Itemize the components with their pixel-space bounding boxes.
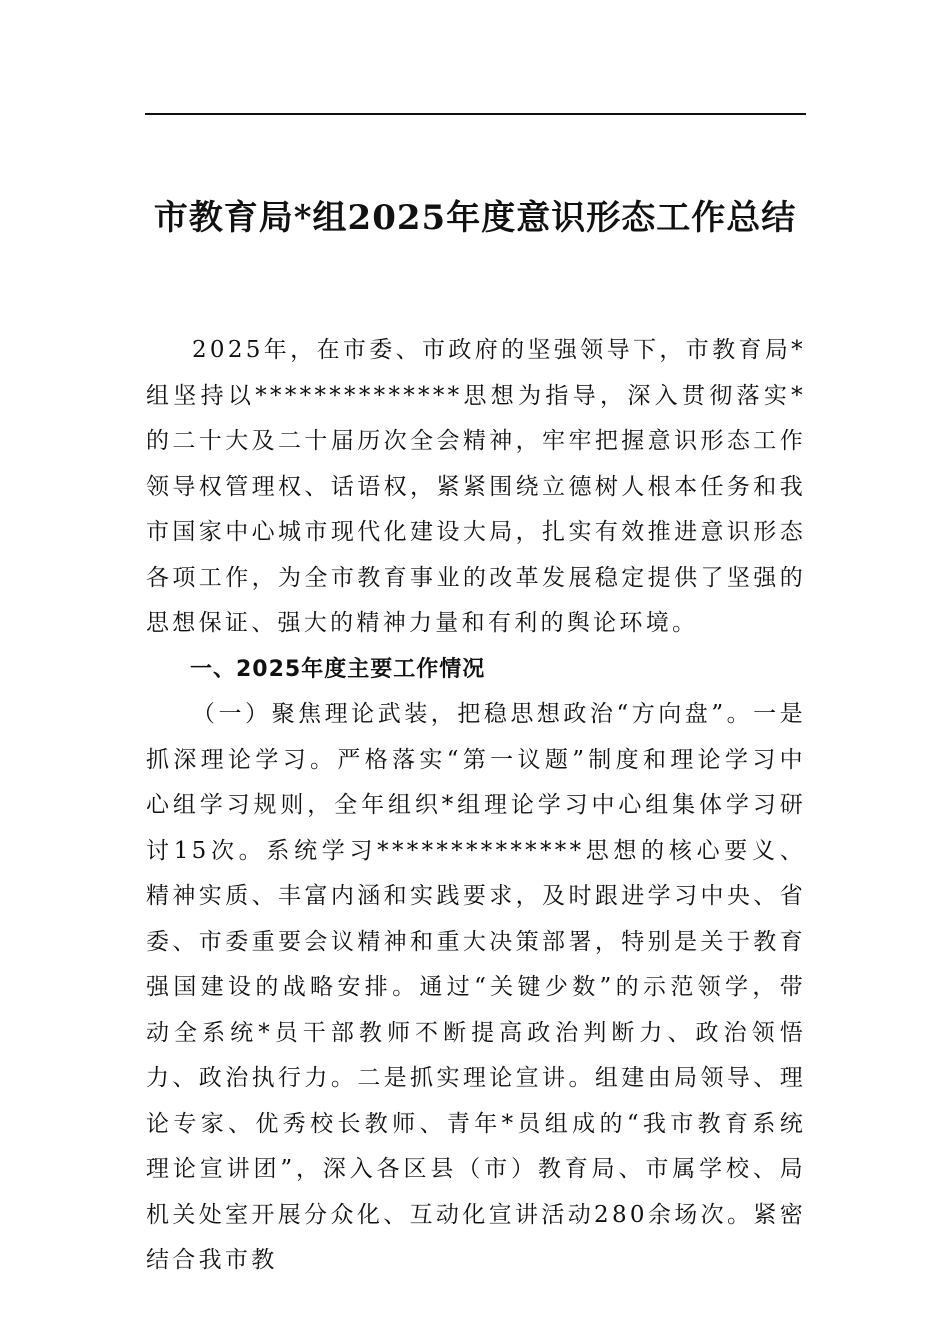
subsection-paragraph (146, 692, 806, 1284)
section-heading: 一、2025年度主要工作情况 (190, 656, 486, 682)
subsection-body: 一是抓深理论学习。严格落实“第一议题”制度和理论学习中心组学习规则，全年组织*组理论学习中心组集体学习研讨15次。系统学习**************思想的核心要义、精神实质、丰富内涵和实践要求，及时跟进学习中央、省委、市委重要会议精神和重大决策部署，特别是关于教育强国建设的战略安排。通过“关键少数”的示范领学，带动全系统*员干部教师不断提高政治判断力、政治领悟力、政治执行力。二是抓实理论宣讲。组建由局领导、理论专家、优秀校长教师、青年*员组成的“我市教育系统理论宣讲团”，深入各区县（市）教育局、市属学校、局机关处室开展分众化、互动化宣讲活动280余场次。紧密结合我市教 (146, 701, 806, 1273)
intro-paragraph: 2025年，在市委、市政府的坚强领导下，市教育局*组坚持以**************思想为指导，深入贯彻落实*的二十大及二十届历次全会精神，牢牢把握意识形态工作领导权管理权、话语权，紧紧围绕立德树人根本任务和我市国家中心城市现代化建设大局，扎实有效推进意识形态各项工作，为全市教育事业的改革发展稳定提供了坚强的思想保证、强大的精神力量和有利的舆论环境。 (146, 337, 806, 636)
subsection-heading: （一）聚焦理论武装，把稳思想政治“方向盘”。 (192, 701, 754, 727)
header-rule (145, 113, 806, 115)
document-title: 市教育局*组2025年度意识形态工作总结 (153, 198, 797, 238)
document-body (146, 328, 806, 1284)
